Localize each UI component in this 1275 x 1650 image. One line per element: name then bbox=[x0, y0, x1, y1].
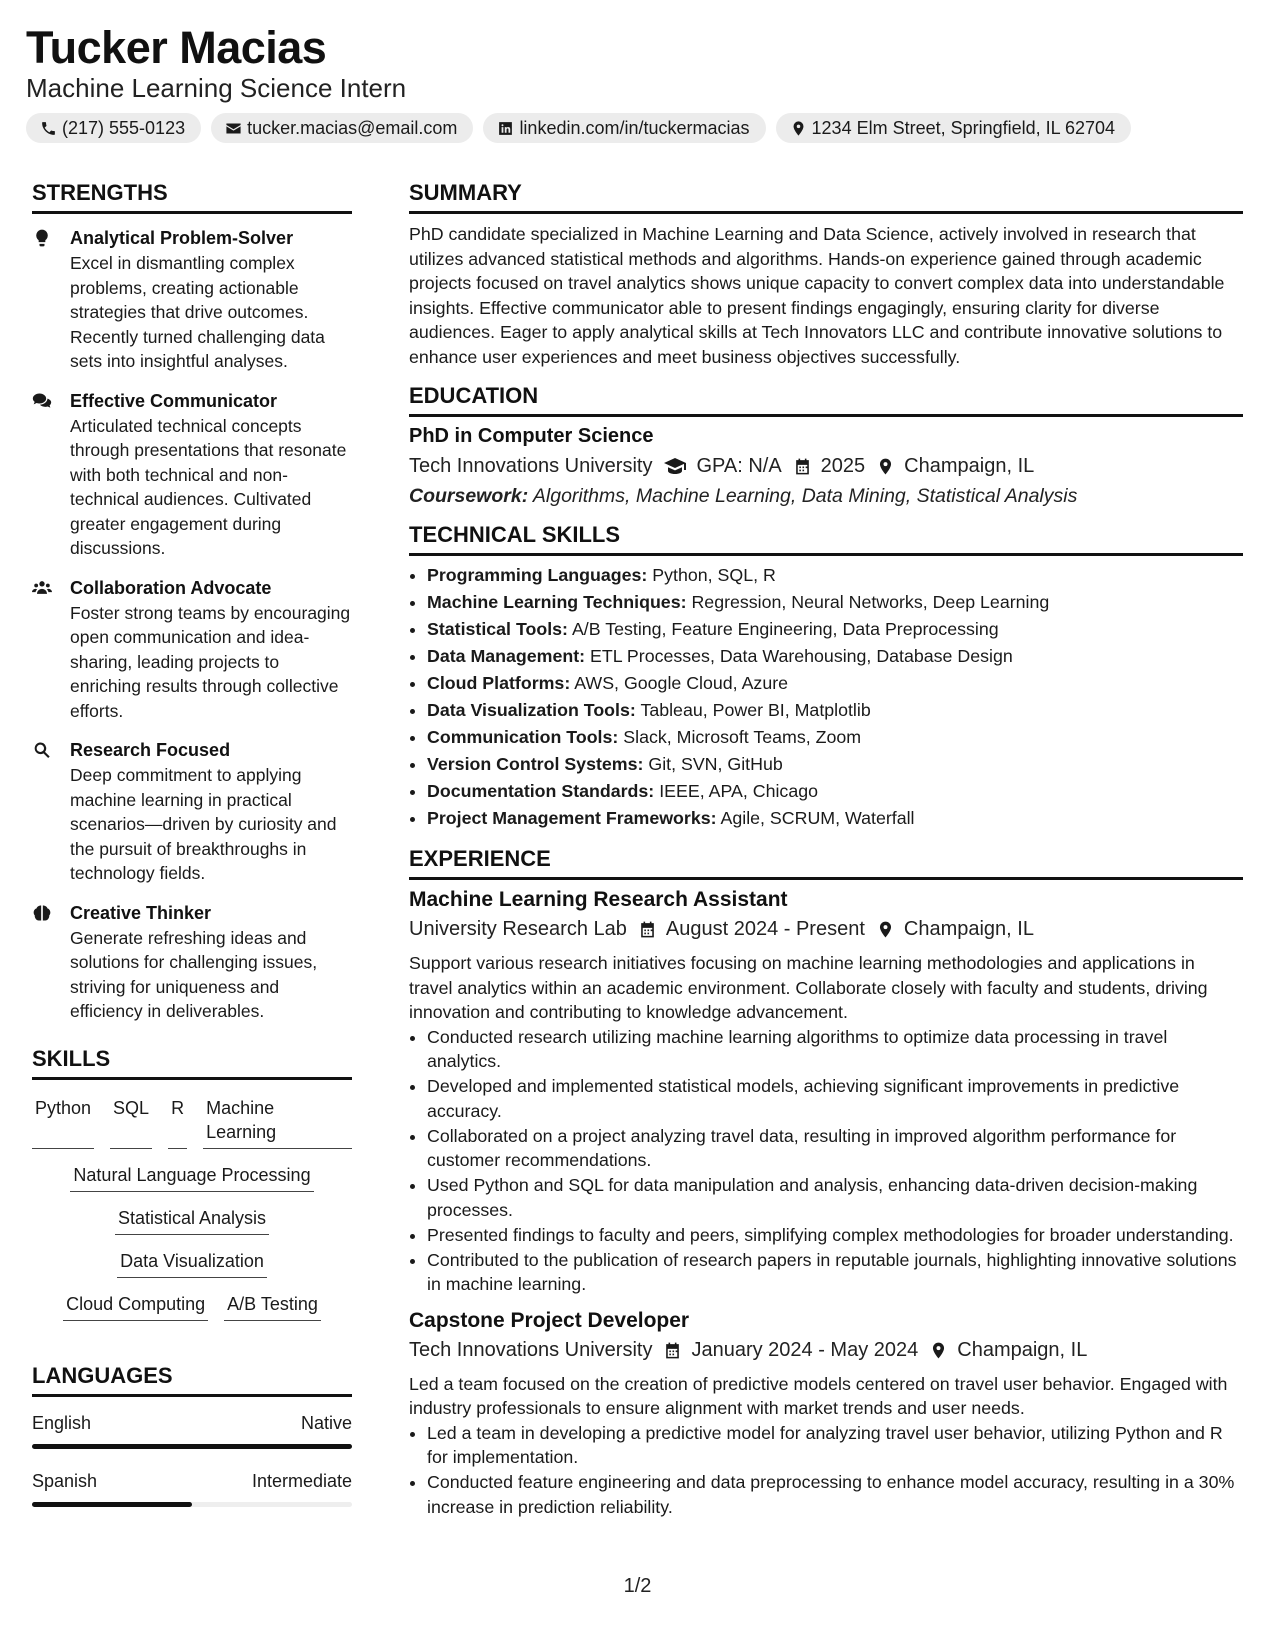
list-item bbox=[427, 751, 1243, 778]
strength-desc: Generate refreshing ideas and solutions for challenging issues, striving for uniqueness and efficiency in deliverables. bbox=[70, 927, 318, 1021]
strength-item bbox=[32, 389, 352, 561]
candidate-name: Tucker Macias bbox=[26, 22, 327, 73]
contact-email-text: tucker.macias@email.com bbox=[247, 117, 458, 138]
experience-heading: EXPERIENCE bbox=[409, 846, 1243, 880]
tech-skill-label: Machine Learning Techniques: bbox=[427, 592, 687, 612]
tech-skill-value: Python, SQL, R bbox=[652, 565, 776, 585]
summary-heading: SUMMARY bbox=[409, 180, 1243, 214]
technical-skills-list bbox=[409, 562, 1243, 832]
job-bullets bbox=[409, 1025, 1243, 1297]
languages-heading: LANGUAGES bbox=[32, 1363, 352, 1397]
linkedin-icon bbox=[497, 120, 514, 137]
strength-title: Analytical Problem-Solver bbox=[70, 228, 294, 248]
right-column bbox=[409, 180, 1243, 1520]
education-coursework bbox=[409, 485, 1243, 508]
tech-skill-value: A/B Testing, Feature Engineering, Data Preprocessing bbox=[571, 619, 999, 639]
job-title: Machine Learning Research Assistant bbox=[409, 888, 788, 911]
skill-tag: Natural Language Processing bbox=[70, 1163, 313, 1192]
tech-skill-label: Data Management: bbox=[427, 646, 586, 666]
calendar-icon bbox=[638, 920, 657, 939]
job-dates: August 2024 - Present bbox=[665, 918, 865, 940]
strength-title: Effective Communicator bbox=[70, 390, 278, 411]
tech-skill-label: Version Control Systems: bbox=[427, 754, 644, 774]
tech-skill-label: Documentation Standards: bbox=[427, 781, 655, 801]
skill-tag: Data Visualization bbox=[117, 1249, 267, 1278]
list-item bbox=[427, 562, 1243, 589]
tech-skill-value: ETL Processes, Data Warehousing, Database Design bbox=[590, 646, 1013, 666]
summary-text: PhD candidate specialized in Machine Learning and Data Science, actively involved in research that utilizes advanced statistical methods and algorithms. Hands-on experience gained through academic projects focused on travel analytics shows unique capacity to convert complex data into understandable insights. Effective communicator able to present findings engagingly, ensuring clarity for diverse audiences. Eager to apply analytical skills at Tech Innovators LLC and contribute innovative solutions to enhance user experiences and meet business objectives successfully. bbox=[409, 224, 1225, 367]
graduation-cap-icon bbox=[663, 454, 687, 478]
list-item bbox=[427, 643, 1243, 670]
comments-icon bbox=[32, 391, 52, 411]
contact-phone-text: (217) 555-0123 bbox=[62, 117, 186, 138]
language-proficiency-fill bbox=[32, 1502, 192, 1507]
calendar-icon bbox=[663, 1341, 682, 1360]
list-item bbox=[427, 670, 1243, 697]
contact-address-text: 1234 Elm Street, Springfield, IL 62704 bbox=[811, 117, 1116, 138]
strength-item bbox=[32, 226, 352, 374]
skill-tag: Machine Learning bbox=[203, 1096, 352, 1149]
strength-desc: Articulated technical concepts through presentations that resonate with both technical and non-technical audiences. Cultivated greater engagement during discussions. bbox=[70, 415, 347, 558]
search-icon bbox=[32, 740, 52, 760]
list-item: • Used Python and SQL for data manipulation and analysis, enhancing data-driven decision-making processes. bbox=[427, 1173, 1243, 1222]
job-description: Support various research initiatives focusing on machine learning methodologies and applications in travel analytics within an academic environment. Collaborate closely with faculty and students, driving innovation and contributing to knowledge advancement. bbox=[409, 953, 1208, 1022]
job-location: Champaign, IL bbox=[957, 1338, 1088, 1361]
contact-bar bbox=[26, 113, 1131, 143]
list-item: • Conducted feature engineering and data preprocessing to enhance model accuracy, resulting in a 30% increase in prediction reliability. bbox=[427, 1470, 1243, 1519]
contact-address[interactable] bbox=[776, 113, 1132, 143]
tech-skill-value: Git, SVN, GitHub bbox=[648, 754, 783, 774]
tech-skill-value: IEEE, APA, Chicago bbox=[659, 781, 818, 801]
education-meta bbox=[409, 454, 1243, 478]
job-dates: January 2024 - May 2024 bbox=[691, 1338, 919, 1361]
contact-linkedin-text: linkedin.com/in/tuckermacias bbox=[519, 117, 750, 138]
skill-tag: Statistical Analysis bbox=[115, 1206, 269, 1235]
skill-tag: Cloud Computing bbox=[63, 1292, 208, 1321]
map-pin-icon bbox=[876, 457, 895, 476]
job-org: University Research Lab bbox=[409, 918, 627, 940]
list-item bbox=[427, 616, 1243, 643]
strength-title: Collaboration Advocate bbox=[70, 577, 272, 598]
education-degree: PhD in Computer Science bbox=[409, 425, 654, 447]
strength-desc: Foster strong teams by encouraging open communication and idea-sharing, leading projects to enriching results through collective efforts. bbox=[70, 602, 351, 721]
skills-list bbox=[32, 1092, 352, 1333]
job-meta bbox=[409, 1339, 1243, 1362]
contact-email[interactable] bbox=[211, 113, 473, 143]
education-school: Tech Innovations University bbox=[409, 454, 653, 477]
left-column bbox=[32, 180, 352, 1507]
language-proficiency-fill bbox=[32, 1444, 352, 1449]
education-location: Champaign, IL bbox=[904, 454, 1035, 477]
tech-skill-label: Cloud Platforms: bbox=[427, 673, 571, 693]
tech-skill-value: Regression, Neural Networks, Deep Learning bbox=[691, 592, 1050, 612]
list-item: • Led a team in developing a predictive model for analyzing travel user behavior, utilizing Python and R for implementation. bbox=[427, 1421, 1243, 1470]
language-proficiency-bar bbox=[32, 1502, 352, 1507]
strength-title: Creative Thinker bbox=[70, 902, 212, 923]
tech-skill-label: Programming Languages: bbox=[427, 565, 648, 585]
experience-entry bbox=[409, 1309, 1243, 1520]
tech-skill-label: Communication Tools: bbox=[427, 727, 619, 747]
skill-tag: Python bbox=[32, 1096, 94, 1149]
coursework-label: Coursework: bbox=[409, 485, 529, 507]
language-name: Spanish bbox=[32, 1470, 98, 1491]
strength-item bbox=[32, 576, 352, 724]
tech-skill-value: AWS, Google Cloud, Azure bbox=[574, 673, 789, 693]
education-gpa: GPA: N/A bbox=[696, 454, 782, 477]
job-title: Capstone Project Developer bbox=[409, 1308, 690, 1332]
tech-skill-value: Agile, SCRUM, Waterfall bbox=[720, 808, 915, 828]
tech-skill-label: Data Visualization Tools: bbox=[427, 700, 636, 720]
strength-item bbox=[32, 901, 352, 1024]
strength-title: Research Focused bbox=[70, 740, 231, 760]
list-item: • Contributed to the publication of research papers in reputable journals, highlighting innovative solutions in machine learning. bbox=[427, 1248, 1243, 1297]
list-item bbox=[427, 589, 1243, 616]
skill-tag: SQL bbox=[110, 1096, 152, 1149]
page-number: 1/2 bbox=[623, 1575, 652, 1597]
job-location: Champaign, IL bbox=[903, 918, 1034, 940]
language-item bbox=[32, 1413, 352, 1449]
list-item: • Developed and implemented statistical models, achieving significant improvements in predictive accuracy. bbox=[427, 1074, 1243, 1123]
list-item: • Collaborated on a project analyzing travel data, resulting in improved algorithm performance for customer recommendations. bbox=[427, 1124, 1243, 1173]
job-bullets bbox=[409, 1421, 1243, 1520]
strength-item bbox=[32, 738, 352, 886]
coursework-list: Algorithms, Machine Learning, Data Mining, Statistical Analysis bbox=[532, 485, 1078, 507]
skill-tag: R bbox=[168, 1096, 187, 1149]
list-item bbox=[427, 724, 1243, 751]
list-item bbox=[427, 778, 1243, 805]
strength-desc: Deep commitment to applying machine learning in practical scenarios—driven by curiosity and the pursuit of breakthroughs in technology fields. bbox=[70, 765, 337, 883]
users-icon bbox=[32, 578, 52, 598]
phone-icon bbox=[40, 120, 57, 137]
map-pin-icon bbox=[790, 120, 807, 137]
calendar-icon bbox=[793, 457, 812, 476]
skill-tag: A/B Testing bbox=[224, 1292, 321, 1321]
list-item: • Presented findings to faculty and peers, simplifying complex methodologies for broader understanding. bbox=[427, 1223, 1243, 1248]
lightbulb-icon bbox=[32, 228, 52, 248]
education-year: 2025 bbox=[820, 454, 866, 477]
language-level: Intermediate bbox=[251, 1470, 352, 1491]
strength-desc: Excel in dismantling complex problems, creating actionable strategies that drive outcomes. Recently turned challenging data sets into insightful analyses. bbox=[70, 253, 325, 371]
language-proficiency-bar bbox=[32, 1444, 352, 1449]
contact-phone[interactable] bbox=[26, 113, 201, 143]
map-pin-icon bbox=[876, 920, 895, 939]
experience-entry bbox=[409, 888, 1243, 1297]
job-description: Led a team focused on the creation of predictive models centered on travel user behavior. Engaged with industry professionals to ensure alignment with market trends and user needs. bbox=[409, 1373, 1228, 1418]
candidate-title: Machine Learning Science Intern bbox=[26, 73, 407, 103]
language-level: Native bbox=[300, 1412, 352, 1433]
language-item bbox=[32, 1471, 352, 1507]
list-item: • Conducted research utilizing machine learning algorithms to optimize data processing in travel analytics. bbox=[427, 1025, 1243, 1074]
education-heading: EDUCATION bbox=[409, 383, 1243, 417]
tech-skill-label: Statistical Tools: bbox=[427, 619, 568, 639]
language-name: English bbox=[32, 1412, 92, 1433]
brain-icon bbox=[32, 903, 52, 923]
list-item bbox=[427, 805, 1243, 832]
envelope-icon bbox=[225, 120, 242, 137]
tech-skill-label: Project Management Frameworks: bbox=[427, 808, 717, 828]
strengths-heading: STRENGTHS bbox=[32, 180, 352, 214]
skills-heading: SKILLS bbox=[32, 1046, 352, 1080]
job-org: Tech Innovations University bbox=[409, 1338, 653, 1361]
list-item bbox=[427, 697, 1243, 724]
map-pin-icon bbox=[929, 1341, 948, 1360]
tech-skill-value: Slack, Microsoft Teams, Zoom bbox=[623, 727, 862, 747]
job-meta bbox=[409, 918, 1243, 941]
tech-skill-value: Tableau, Power BI, Matplotlib bbox=[640, 700, 871, 720]
contact-linkedin[interactable] bbox=[483, 113, 765, 143]
technical-skills-heading: TECHNICAL SKILLS bbox=[409, 522, 1243, 556]
